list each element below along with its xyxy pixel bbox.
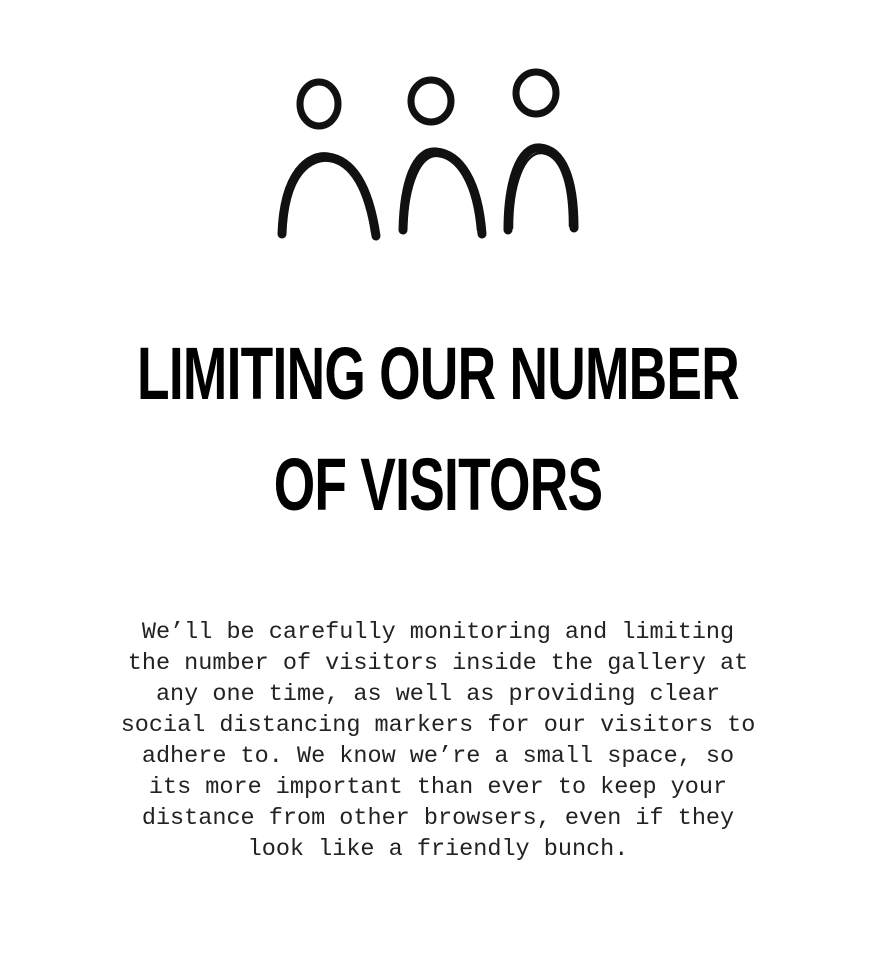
- body-paragraph: [80, 617, 796, 865]
- person-3-icon: [508, 69, 574, 230]
- title-line-1: LIMITING OUR NUMBER: [137, 332, 739, 415]
- page-title: [123, 318, 754, 540]
- title-line-2: OF VISITORS: [273, 443, 603, 526]
- body-line: look like a friendly bunch.: [247, 836, 629, 863]
- body-line: distance from other browsers, even if they: [141, 805, 735, 832]
- body-line: the number of visitors inside the gallery at: [127, 650, 749, 677]
- body-line: any one time, as well as providing clear: [155, 681, 721, 708]
- body-line: We’ll be carefully monitoring and limiting: [141, 619, 735, 646]
- body-line: social distancing markers for our visitors to: [120, 712, 756, 739]
- person-1-icon: [282, 80, 376, 236]
- person-2-icon: [403, 78, 482, 234]
- body-line: its more important than ever to keep your: [148, 774, 728, 801]
- three-people-icon: [270, 62, 590, 252]
- body-line: adhere to. We know we’re a small space, so: [141, 743, 735, 770]
